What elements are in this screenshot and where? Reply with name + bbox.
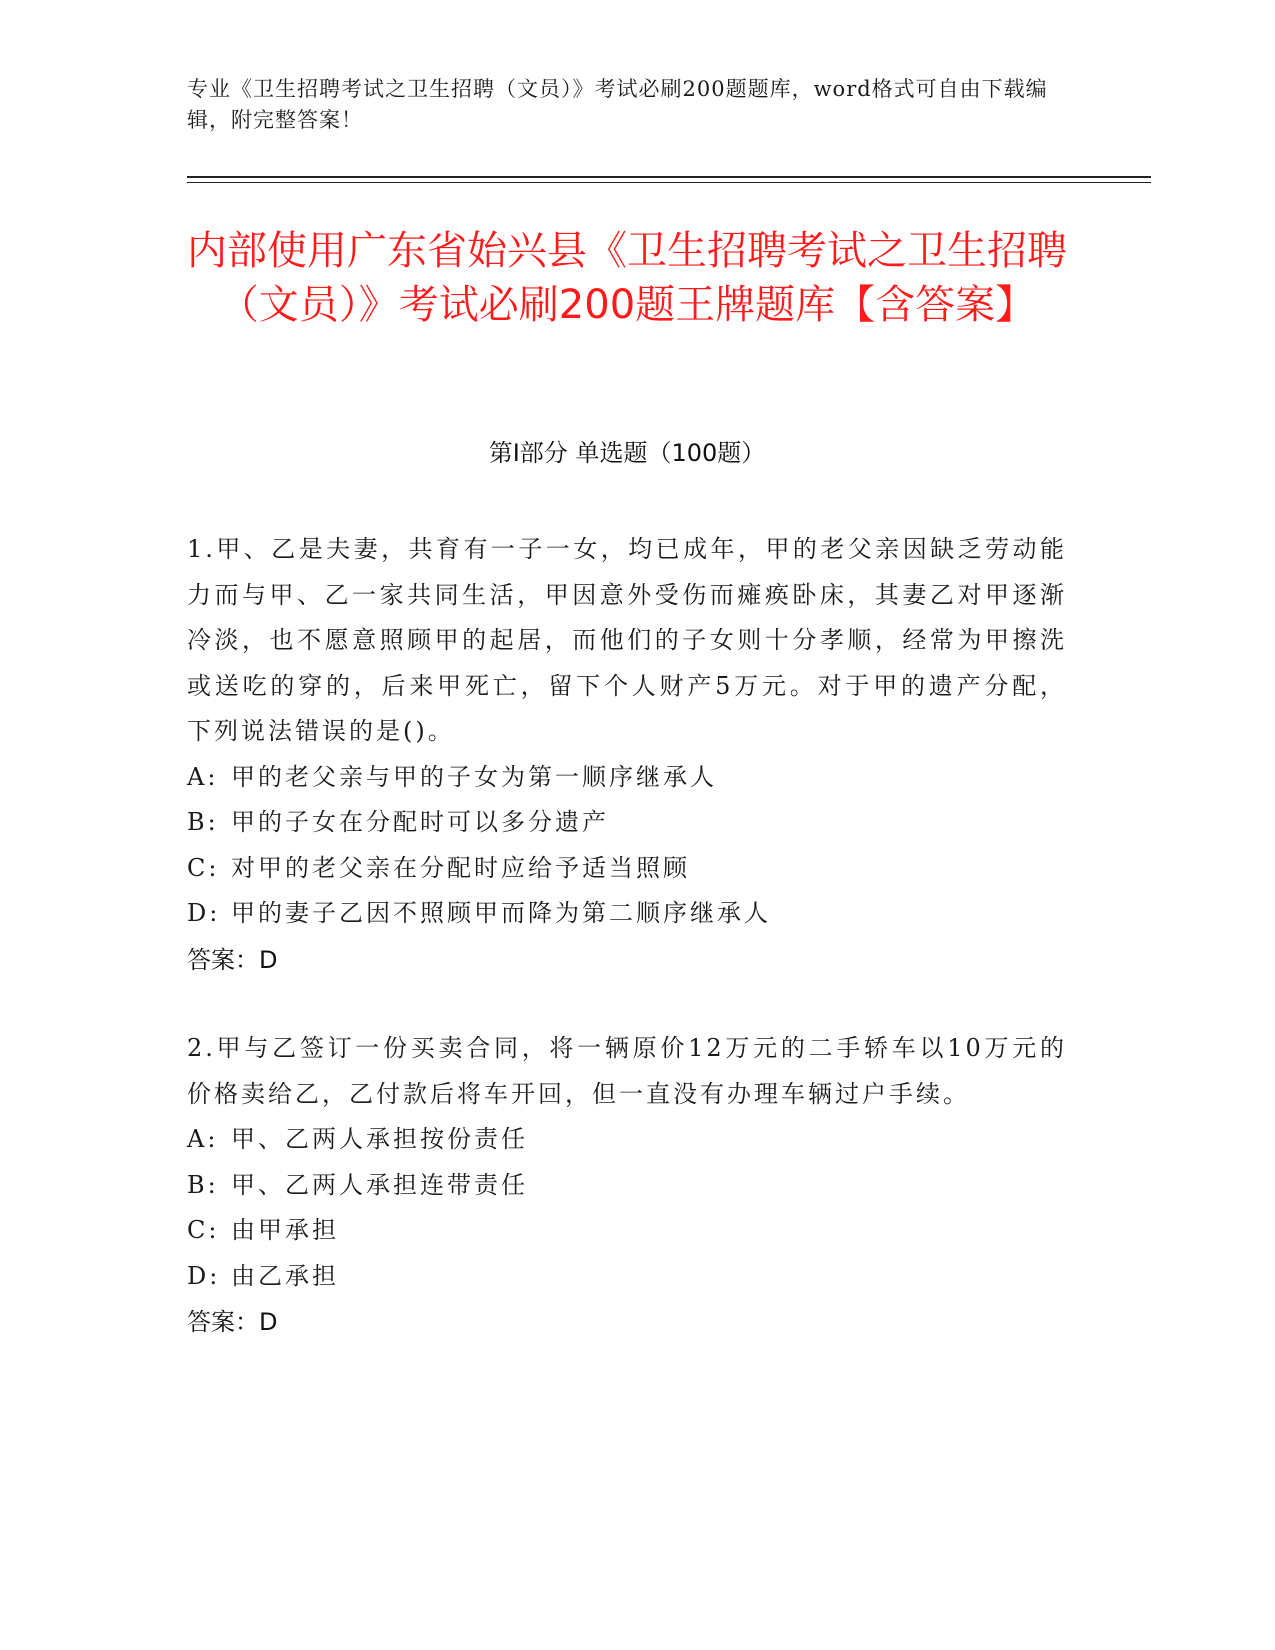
section-title: 第Ⅰ部分 单选题（100题）	[488, 439, 766, 467]
question-2	[187, 1026, 1067, 1345]
option-b	[187, 800, 1067, 846]
question-1	[187, 527, 1067, 983]
option-text: 甲的老父亲与甲的子女为第一顺序继承人	[231, 762, 717, 791]
answer: 答案：D	[187, 945, 278, 974]
option-key: B:	[187, 808, 219, 836]
option-key: C:	[187, 1216, 220, 1244]
option-key: D:	[187, 899, 221, 927]
option-text: 甲、乙两人承担连带责任	[231, 1170, 528, 1199]
option-key: D:	[187, 1261, 221, 1290]
option-text: 甲的子女在分配时可以多分遗产	[231, 808, 609, 836]
option-text: 由乙承担	[231, 1261, 339, 1290]
option-key: B:	[187, 1170, 219, 1199]
option-c	[187, 1208, 1067, 1254]
option-text: 甲的妻子乙因不照顾甲而降为第二顺序继承人	[231, 899, 771, 927]
option-b	[187, 1163, 1067, 1209]
question-stem: 2.甲与乙签订一份买卖合同，将一辆原价12万元的二手轿车以10万元的价格卖给乙，乙付款后将车开回，但一直没有办理车辆过户手续。	[187, 1034, 1067, 1108]
header-rule-thick	[187, 176, 1151, 178]
option-c	[187, 846, 1067, 892]
option-a	[187, 755, 1067, 801]
document-title: 内部使用广东省始兴县《卫生招聘考试之卫生招聘（文员）》考试必刷200题王牌题库【含答案】	[187, 228, 1067, 328]
option-text: 由甲承担	[231, 1216, 339, 1244]
option-key: A:	[187, 1125, 219, 1153]
header-note: 专业《卫生招聘考试之卫生招聘（文员）》考试必刷200题题库，word格式可自由下载编辑，附完整答案！	[187, 77, 1048, 132]
option-key: A:	[187, 762, 219, 791]
option-d	[187, 891, 1067, 937]
option-text: 对甲的老父亲在分配时应给予适当照顾	[231, 853, 690, 882]
option-text: 甲、乙两人承担按份责任	[231, 1125, 528, 1153]
answer: 答案：D	[187, 1308, 278, 1336]
question-stem: 1.甲、乙是夫妻，共育有一子一女，均已成年，甲的老父亲因缺乏劳动能力而与甲、乙一家共同生活，甲因意外受伤而瘫痪卧床，其妻乙对甲逐渐冷淡，也不愿意照顾甲的起居，而他们的子女则十分孝顺，经常为甲擦洗或送吃的穿的，后来甲死亡，留下个人财产5万元。对于甲的遗产分配，下列说法错误的是()。	[187, 535, 1067, 745]
header-rule-thin	[187, 182, 1151, 183]
option-a	[187, 1117, 1067, 1163]
option-key: C:	[187, 853, 220, 882]
option-d	[187, 1254, 1067, 1300]
